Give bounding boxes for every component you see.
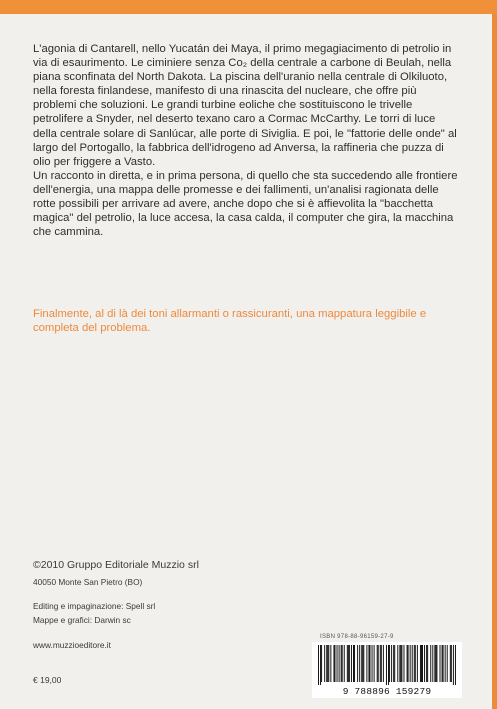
barcode-bar bbox=[377, 645, 378, 682]
barcode-bar bbox=[380, 645, 381, 682]
barcode-bar bbox=[434, 645, 435, 682]
barcode-bar bbox=[388, 645, 389, 685]
barcode-bar bbox=[430, 645, 431, 682]
barcode-bar bbox=[361, 645, 362, 682]
blurb-text bbox=[33, 42, 461, 239]
barcode-bar bbox=[327, 645, 328, 682]
tagline: Finalmente, al di là dei toni allarmanti o rassicuranti, una mappatura leggibile e completa del problema. bbox=[33, 308, 427, 335]
barcode-bar bbox=[394, 645, 395, 682]
barcode-bar bbox=[368, 645, 369, 682]
barcode-bar bbox=[432, 645, 433, 682]
barcode-bar bbox=[415, 645, 416, 682]
barcode-bar bbox=[349, 645, 350, 682]
barcode-bar bbox=[445, 645, 446, 682]
barcode-icon bbox=[318, 645, 456, 685]
barcode-bar bbox=[359, 645, 360, 682]
publisher-copyright: ©2010 Gruppo Editoriale Muzzio srl bbox=[33, 559, 199, 571]
barcode-bar bbox=[400, 645, 401, 682]
barcode-bar bbox=[422, 645, 423, 682]
barcode-bar bbox=[414, 645, 415, 682]
top-accent-band bbox=[0, 0, 497, 14]
barcode-bar bbox=[363, 645, 364, 682]
barcode-bar bbox=[435, 645, 436, 682]
barcode-bar bbox=[328, 645, 329, 682]
barcode-bar bbox=[342, 645, 343, 682]
maps-credit: Mappe e grafici: Darwin sc bbox=[33, 615, 131, 625]
blurb-paragraph-1: L'agonia di Cantarell, nello Yucatán dei Maya, il primo megagiacimento di petrolio in via di esaurimento. Le ciminiere senza Co₂ della centrale a carbone di Beulah, nella piana sconfinata del North Dakota. La piscina dell'uranio nella centrale di Olkiluoto, nella foresta finlandese, manifesto di una rinascita del nucleare, che offre più problemi che soluzioni. Le grandi turbine eoliche che sostituiscono le trivelle petrolifere a Snyder, nel deserto texano caro a Cormac McCarthy. Le torri di luce della centrale solare di Sanlúcar, alle porte di Siviglia. E poi, le "fattorie delle onde" al largo del Portogallo, la fabbrica dell'idrogeno ad Anversa, la raffineria che puzza di olio per friggere a Vasto. bbox=[33, 43, 457, 168]
barcode-bar bbox=[351, 645, 352, 682]
barcode-bar bbox=[421, 645, 422, 682]
barcode-digits: 9 788896 159279 bbox=[342, 686, 432, 697]
barcode-bar bbox=[372, 645, 373, 682]
barcode-bar bbox=[408, 645, 409, 682]
barcode-bar bbox=[353, 645, 354, 682]
barcode-area bbox=[312, 642, 462, 698]
barcode-bar bbox=[347, 645, 348, 682]
barcode-bar bbox=[354, 645, 355, 682]
barcode-bar bbox=[417, 645, 418, 682]
editing-credit: Editing e impaginazione: Spell srl bbox=[33, 601, 156, 611]
barcode-bar bbox=[383, 645, 384, 682]
right-accent-edge bbox=[492, 14, 497, 709]
barcode-bar bbox=[386, 645, 387, 685]
barcode-bar bbox=[391, 645, 392, 682]
barcode-bar bbox=[366, 645, 367, 682]
barcode-bar bbox=[333, 645, 334, 682]
barcode-bar bbox=[442, 645, 443, 682]
barcode-bar bbox=[389, 645, 390, 682]
barcode-bar bbox=[455, 645, 456, 685]
barcode-bar bbox=[330, 645, 331, 682]
barcode-bar bbox=[320, 645, 321, 685]
barcode-bar bbox=[369, 645, 370, 682]
barcode-bar bbox=[374, 645, 375, 682]
blurb-paragraph-2: Un racconto in diretta, e in prima persona, di quello che sta succedendo alle frontiere dell'energia, una mappa delle promesse e dei fallimenti, un'analisi ragionata delle rotte possibili per arrivare ad avere, anche dopo che si è affievolita la "bacchetta magica" del petrolio, la luce accesa, la casa calda, il computer che gira, la macchina che cammina. bbox=[33, 169, 458, 239]
barcode-bar bbox=[326, 645, 327, 682]
barcode-bar bbox=[443, 645, 444, 682]
barcode-bar bbox=[436, 645, 437, 682]
barcode-bar bbox=[447, 645, 448, 682]
barcode-bar bbox=[334, 645, 335, 682]
barcode-bar bbox=[403, 645, 404, 682]
barcode-bar bbox=[321, 645, 322, 682]
barcode-bar bbox=[357, 645, 358, 682]
barcode-bar bbox=[381, 645, 382, 682]
barcode-bar bbox=[378, 645, 379, 682]
barcode-bar bbox=[399, 645, 400, 682]
barcode-bar bbox=[440, 645, 441, 682]
barcode-bar bbox=[341, 645, 342, 682]
publisher-website: www.muzzioeditore.it bbox=[33, 640, 111, 650]
barcode-bar bbox=[337, 645, 338, 682]
barcode-bar bbox=[362, 645, 363, 682]
barcode-bar bbox=[420, 645, 421, 682]
barcode-bar bbox=[427, 645, 428, 682]
barcode-bar bbox=[397, 645, 398, 682]
barcode-bar bbox=[324, 645, 325, 682]
publisher-address: 40050 Monte San Pietro (BO) bbox=[33, 577, 143, 587]
barcode-bar bbox=[412, 645, 413, 682]
barcode-bar bbox=[450, 645, 451, 682]
barcode-bar bbox=[453, 645, 454, 685]
barcode-bar bbox=[426, 645, 427, 682]
barcode-bar bbox=[410, 645, 411, 682]
barcode-bar bbox=[401, 645, 402, 682]
barcode-bar bbox=[318, 645, 319, 685]
barcode-bar bbox=[424, 645, 425, 682]
price-label: € 19,00 bbox=[33, 675, 62, 685]
isbn-label: ISBN 978-88-96159-27-9 bbox=[320, 634, 394, 640]
barcode-bar bbox=[451, 645, 452, 682]
barcode-bar bbox=[344, 645, 345, 682]
barcode-bar bbox=[339, 645, 340, 682]
barcode-bar bbox=[393, 645, 394, 682]
barcode-bar bbox=[407, 645, 408, 682]
barcode-bar bbox=[348, 645, 349, 682]
